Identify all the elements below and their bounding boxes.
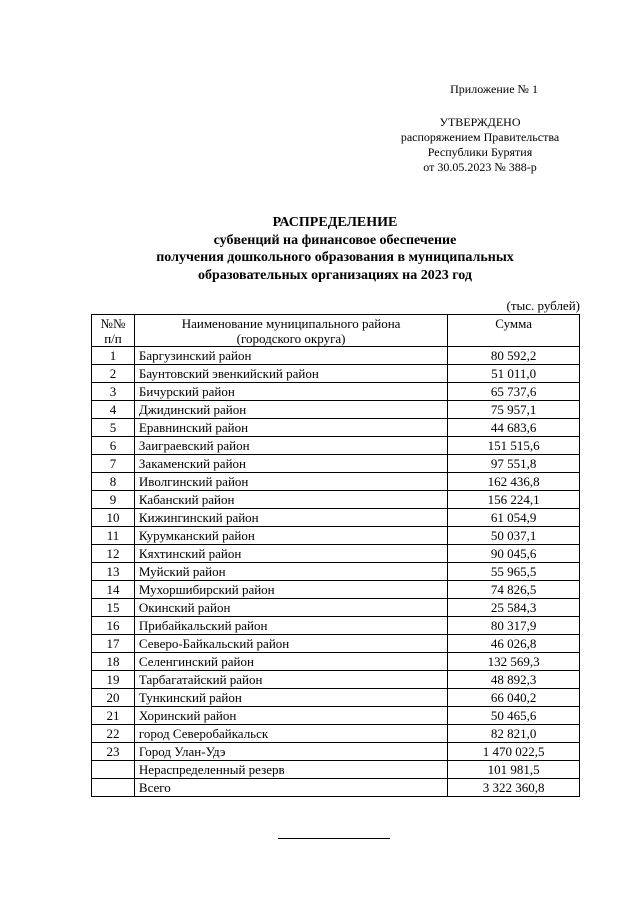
header-num-line: №№ bbox=[100, 316, 126, 331]
table-row bbox=[92, 437, 580, 455]
row-sum: 3 322 360,8 bbox=[448, 779, 580, 797]
document-title bbox=[60, 214, 610, 284]
row-number: 12 bbox=[92, 545, 135, 563]
table-row bbox=[92, 455, 580, 473]
table-row bbox=[92, 383, 580, 401]
table-row bbox=[92, 491, 580, 509]
row-number: 1 bbox=[92, 347, 135, 365]
table-row bbox=[92, 563, 580, 581]
header-num bbox=[92, 315, 135, 347]
row-number: 15 bbox=[92, 599, 135, 617]
row-number: 8 bbox=[92, 473, 135, 491]
row-sum: 66 040,2 bbox=[448, 689, 580, 707]
row-sum: 51 011,0 bbox=[448, 365, 580, 383]
row-name: Тарбагатайский район bbox=[134, 671, 447, 689]
approval-block bbox=[380, 82, 580, 175]
title-heading: РАСПРЕДЕЛЕНИЕ bbox=[272, 215, 398, 230]
table-row bbox=[92, 725, 580, 743]
row-sum: 50 465,6 bbox=[448, 707, 580, 725]
footer-divider bbox=[278, 838, 390, 839]
approval-line: УТВЕРЖДЕНО bbox=[439, 115, 521, 129]
approval-line: Республики Бурятия bbox=[427, 145, 533, 159]
row-name: Селенгинский район bbox=[134, 653, 447, 671]
table-row bbox=[92, 509, 580, 527]
table-row bbox=[92, 347, 580, 365]
row-number: 14 bbox=[92, 581, 135, 599]
table-row bbox=[92, 419, 580, 437]
row-sum: 97 551,8 bbox=[448, 455, 580, 473]
row-name: Всего bbox=[134, 779, 447, 797]
table-row bbox=[92, 653, 580, 671]
table-row bbox=[92, 743, 580, 761]
row-number: 16 bbox=[92, 617, 135, 635]
table-row bbox=[92, 473, 580, 491]
row-number bbox=[92, 761, 135, 779]
table-body bbox=[92, 347, 580, 797]
table-row bbox=[92, 581, 580, 599]
row-name: Баунтовский эвенкийский район bbox=[134, 365, 447, 383]
table-row bbox=[92, 635, 580, 653]
row-name: Кижингинский район bbox=[134, 509, 447, 527]
row-name: Закаменский район bbox=[134, 455, 447, 473]
row-name: Кабанский район bbox=[134, 491, 447, 509]
row-sum: 101 981,5 bbox=[448, 761, 580, 779]
row-number: 4 bbox=[92, 401, 135, 419]
row-sum: 50 037,1 bbox=[448, 527, 580, 545]
row-number: 11 bbox=[92, 527, 135, 545]
row-sum: 65 737,6 bbox=[448, 383, 580, 401]
table-row bbox=[92, 599, 580, 617]
title-subtitle-line: субвенций на финансовое обеспечение bbox=[213, 232, 457, 248]
row-name: Кяхтинский район bbox=[134, 545, 447, 563]
row-name: Еравнинский район bbox=[134, 419, 447, 437]
row-number: 6 bbox=[92, 437, 135, 455]
row-number: 18 bbox=[92, 653, 135, 671]
row-number: 10 bbox=[92, 509, 135, 527]
row-number: 17 bbox=[92, 635, 135, 653]
row-name: Иволгинский район bbox=[134, 473, 447, 491]
row-name: Джидинский район bbox=[134, 401, 447, 419]
table-row bbox=[92, 671, 580, 689]
table-row bbox=[92, 527, 580, 545]
row-sum: 1 470 022,5 bbox=[448, 743, 580, 761]
row-sum: 82 821,0 bbox=[448, 725, 580, 743]
table-row bbox=[92, 545, 580, 563]
approval-line: распоряжением Правительства bbox=[400, 130, 560, 144]
row-number bbox=[92, 779, 135, 797]
row-number: 19 bbox=[92, 671, 135, 689]
row-name: Заиграевский район bbox=[134, 437, 447, 455]
approval-line: от 30.05.2023 № 388-р bbox=[423, 160, 537, 174]
row-name: Курумканский район bbox=[134, 527, 447, 545]
row-sum: 25 584,3 bbox=[448, 599, 580, 617]
row-name: Мухоршибирский район bbox=[134, 581, 447, 599]
row-name: Баргузинский район bbox=[134, 347, 447, 365]
table-header bbox=[92, 315, 580, 347]
title-subtitle-line: образовательных организациях на 2023 год bbox=[198, 267, 472, 283]
table-row bbox=[92, 707, 580, 725]
row-number: 2 bbox=[92, 365, 135, 383]
row-sum: 162 436,8 bbox=[448, 473, 580, 491]
row-sum: 46 026,8 bbox=[448, 635, 580, 653]
row-sum: 74 826,5 bbox=[448, 581, 580, 599]
table-row bbox=[92, 617, 580, 635]
row-number: 22 bbox=[92, 725, 135, 743]
row-number: 3 bbox=[92, 383, 135, 401]
row-sum: 156 224,1 bbox=[448, 491, 580, 509]
row-sum: 61 054,9 bbox=[448, 509, 580, 527]
row-number: 20 bbox=[92, 689, 135, 707]
header-sum: Сумма bbox=[448, 315, 580, 347]
row-name: город Северобайкальск bbox=[134, 725, 447, 743]
header-name-line: (городского округа) bbox=[236, 331, 346, 346]
table-row bbox=[92, 401, 580, 419]
title-subtitle-line: получения дошкольного образования в муниципальных bbox=[156, 250, 514, 265]
row-sum: 151 515,6 bbox=[448, 437, 580, 455]
table-row bbox=[92, 365, 580, 383]
row-sum: 48 892,3 bbox=[448, 671, 580, 689]
row-name: Хоринский район bbox=[134, 707, 447, 725]
row-sum: 80 317,9 bbox=[448, 617, 580, 635]
header-num-line: п/п bbox=[104, 331, 122, 346]
row-number: 9 bbox=[92, 491, 135, 509]
units-label: (тыс. рублей) bbox=[506, 298, 580, 313]
row-name: Город Улан-Удэ bbox=[134, 743, 447, 761]
table-row bbox=[92, 779, 580, 797]
row-number: 21 bbox=[92, 707, 135, 725]
row-sum: 75 957,1 bbox=[448, 401, 580, 419]
row-name: Окинский район bbox=[134, 599, 447, 617]
row-name: Северо-Байкальский район bbox=[134, 635, 447, 653]
row-name: Тункинский район bbox=[134, 689, 447, 707]
appendix-label: Приложение № 1 bbox=[450, 82, 538, 96]
row-name: Муйский район bbox=[134, 563, 447, 581]
row-name: Нераспределенный резерв bbox=[134, 761, 447, 779]
header-name-line: Наименование муниципального района bbox=[181, 316, 401, 331]
row-number: 5 bbox=[92, 419, 135, 437]
row-number: 13 bbox=[92, 563, 135, 581]
row-name: Прибайкальский район bbox=[134, 617, 447, 635]
row-number: 23 bbox=[92, 743, 135, 761]
row-sum: 80 592,2 bbox=[448, 347, 580, 365]
table-row bbox=[92, 689, 580, 707]
row-sum: 44 683,6 bbox=[448, 419, 580, 437]
distribution-table bbox=[91, 314, 580, 797]
row-name: Бичурский район bbox=[134, 383, 447, 401]
row-sum: 132 569,3 bbox=[448, 653, 580, 671]
header-name bbox=[134, 315, 447, 347]
row-sum: 55 965,5 bbox=[448, 563, 580, 581]
table-row bbox=[92, 761, 580, 779]
row-number: 7 bbox=[92, 455, 135, 473]
row-sum: 90 045,6 bbox=[448, 545, 580, 563]
header-row bbox=[92, 315, 580, 347]
